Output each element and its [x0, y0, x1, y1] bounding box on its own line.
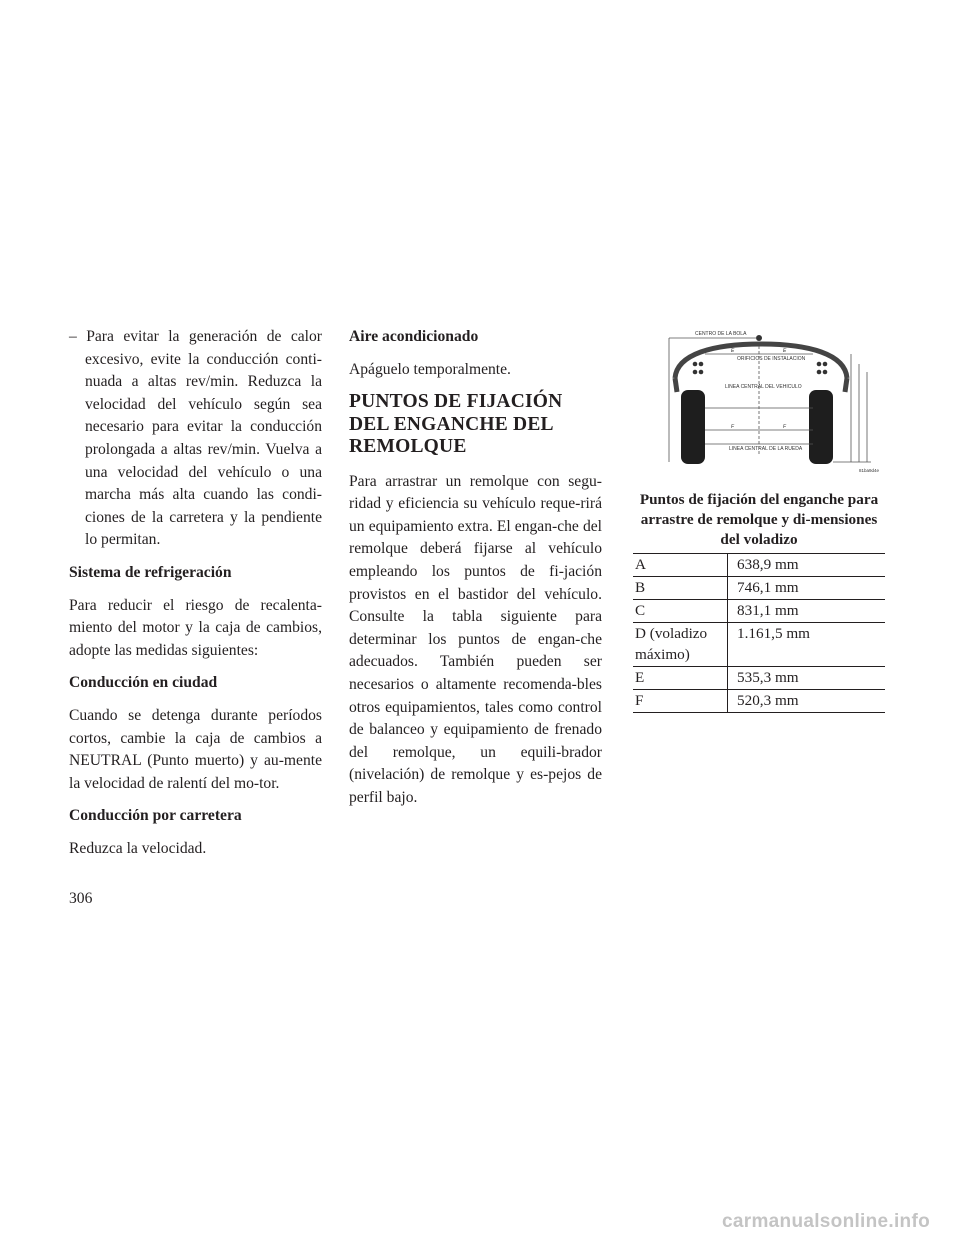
- table-header: Puntos de fijación del enganche para arrastre de remolque y di-mensiones del voladizo: [633, 488, 885, 554]
- dim-e-right: E: [783, 348, 787, 354]
- middle-column: [349, 326, 602, 820]
- figure-code: 81ba9d4e: [859, 468, 880, 473]
- hitch-dimensions-table: [633, 488, 885, 713]
- row-key: E: [633, 667, 728, 690]
- install-holes-label: ORIFICIOS DE INSTALACION: [737, 356, 806, 362]
- table-row: [633, 623, 885, 667]
- row-key: D (voladizo máximo): [633, 623, 728, 667]
- row-value: 638,9 mm: [728, 554, 886, 577]
- section-title: PUNTOS DE FIJACIÓN DEL ENGANCHE DEL REMOLQUE: [349, 391, 563, 458]
- ball-center-label: CENTRO DE LA BOLA: [695, 331, 747, 337]
- ac-text: Apáguelo temporalmente.: [349, 360, 511, 378]
- row-value: 1.161,5 mm: [728, 623, 886, 667]
- row-value: 535,3 mm: [728, 667, 886, 690]
- wheel-centerline-label: LINEA CENTRAL DE LA RUEDA: [729, 446, 803, 452]
- table-row: [633, 577, 885, 600]
- row-key: F: [633, 690, 728, 713]
- row-value: 520,3 mm: [728, 690, 886, 713]
- section-text: Para arrastrar un remolque con segu-ridad y eficiencia su vehículo reque-rirá un equipamiento extra. El engan-che del remolque deberá fijarse al vehículo empleando los puntos de fi-jación provistos en el bastidor del vehículo. Consulte la tabla siguiente para determinar los puntos de engan-che adecuados. También pueden ser necesarios o altamente recomenda-bles otros equipamientos, tales como control de balanceo y equipamiento de frenado del remolque, un equili-brador (nivelación) de remolque y es-pejos de perfil bajo.: [349, 472, 602, 806]
- ac-heading: Aire acondicionado: [349, 328, 479, 345]
- city-driving-heading: Conducción en ciudad: [69, 674, 218, 692]
- left-column: [69, 326, 322, 870]
- cooling-heading: Sistema de refrigeración: [69, 563, 232, 581]
- vehicle-centerline-label: LINEA CENTRAL DEL VEHICULO: [725, 384, 802, 390]
- row-value: 831,1 mm: [728, 600, 886, 623]
- page-number: 306: [69, 890, 93, 907]
- highway-driving-text: Reduzca la velocidad.: [69, 839, 207, 857]
- table-row: [633, 690, 885, 713]
- row-key: B: [633, 577, 728, 600]
- table-row: [633, 600, 885, 623]
- cooling-text: Para reducir el riesgo de recalenta-miento del motor y la caja de cambios, adopte las medidas siguientes:: [69, 596, 322, 659]
- dim-e-left: E: [731, 348, 735, 354]
- row-value: 746,1 mm: [728, 577, 886, 600]
- dim-f-left: F: [731, 424, 735, 430]
- city-driving-text: Cuando se detenga durante períodos cortos, cambie la caja de cambios a NEUTRAL (Punto muerto) y au-mente la velocidad de ralentí del mo-tor.: [69, 706, 322, 792]
- row-key: A: [633, 554, 728, 577]
- highway-driving-heading: Conducción por carretera: [69, 807, 242, 825]
- table-row: [633, 554, 885, 577]
- right-column: [633, 326, 886, 713]
- heat-bullet-text: – Para evitar la generación de calor excesivo, evite la conducción conti-nuada a altas rev/min. Reduzca la velocidad del vehículo según sea necesario para evitar la conducción prolongada a altas rev/min. Vuelva a una velocidad del vehículo o una marcha más alta cuando las condi-ciones de la carretera y la pendiente lo permitan.: [69, 328, 322, 549]
- dim-f-right: F: [783, 424, 787, 430]
- watermark: carmanualsonline.info: [722, 1211, 930, 1232]
- hitch-diagram: [633, 326, 886, 474]
- row-key: C: [633, 600, 728, 623]
- table-row: [633, 667, 885, 690]
